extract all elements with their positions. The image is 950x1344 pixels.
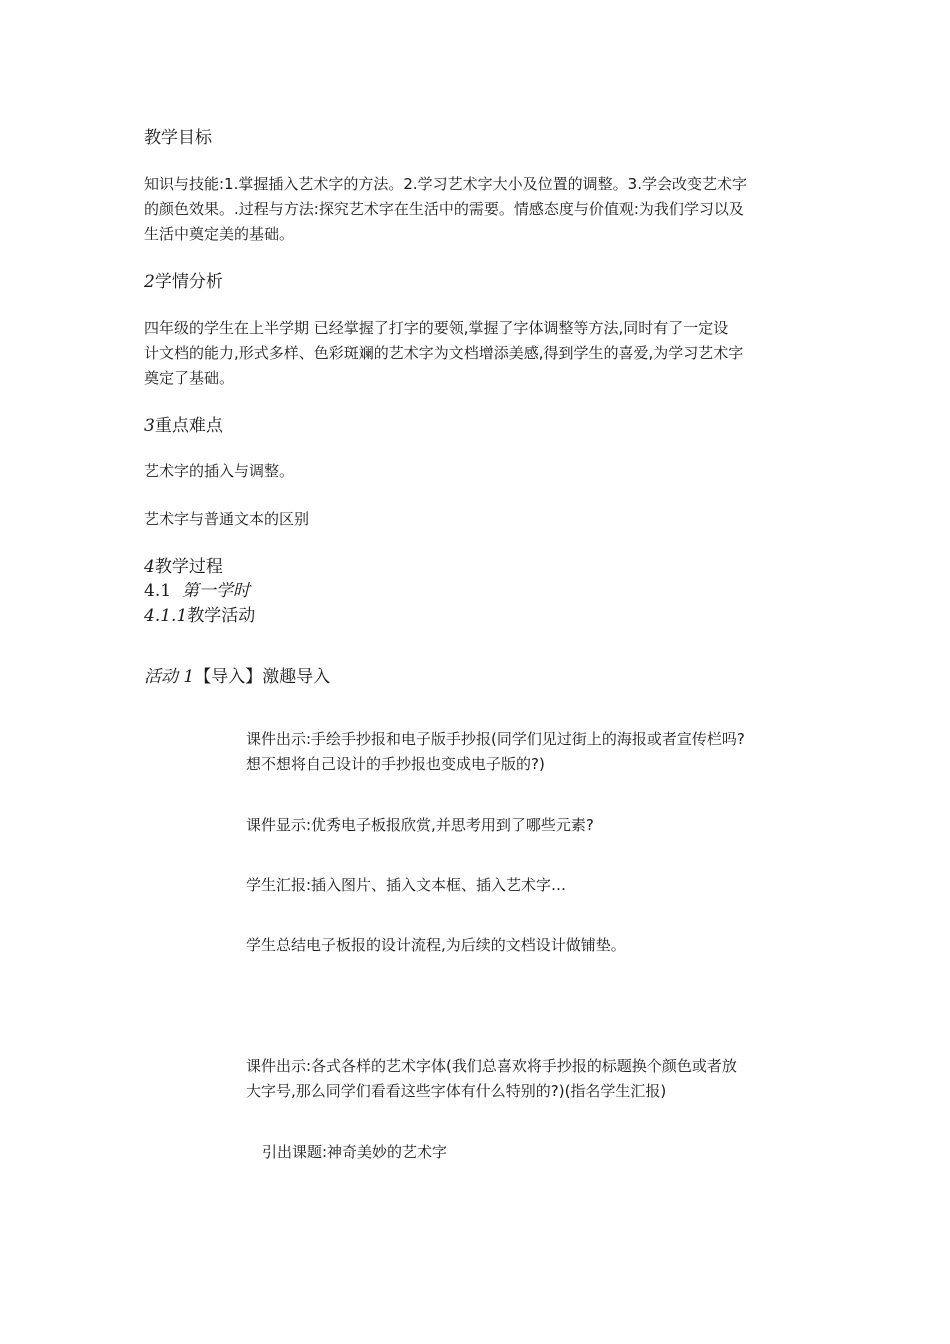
analysis-paragraph (144, 316, 743, 391)
paragraph-line: 课件出示:各式各样的艺术字体(我们总喜欢将手抄报的标题换个颜色或者放 (246, 1057, 737, 1075)
subsubsection-title-text: 教学活动 (187, 606, 256, 626)
subsubsection-title-activities (144, 605, 255, 627)
keypoint-1: 艺术字的插入与调整。 (144, 462, 295, 480)
paragraph-line: 四年级的学生在上半学期 已经掌握了打字的要领,掌握了字体调整等方法,同时有了一定设 (144, 319, 729, 337)
keypoint-2: 艺术字与普通文本的区别 (144, 510, 310, 528)
activity-item-6: 引出课题:神奇美妙的艺术字 (262, 1143, 448, 1161)
section-title-analysis (144, 271, 223, 293)
section-title-text: 学情分析 (154, 272, 223, 292)
paragraph-line: 奠定了基础。 (144, 369, 235, 387)
section-title-keypoints (144, 415, 223, 437)
section-number: 4 (144, 557, 155, 577)
goals-paragraph (144, 172, 747, 247)
subsection-title-lesson (144, 580, 250, 602)
activity-item-3: 学生汇报:插入图片、插入文本框、插入艺术字… (246, 876, 567, 894)
section-title-text: 重点难点 (154, 416, 223, 436)
activity-title-text: 【导入】激趣导入 (194, 667, 331, 687)
activity-label: 活动 1 (144, 667, 195, 687)
subsection-number: 4.1 (144, 581, 172, 601)
activity-item-4: 学生总结电子板报的设计流程,为后续的文档设计做铺垫。 (246, 936, 626, 954)
activity-item-5 (246, 1054, 737, 1104)
paragraph-line: 课件出示:手绘手抄报和电子版手抄报(同学们见过街上的海报或者宣传栏吗? (246, 730, 745, 748)
subsubsection-number: 4.1.1 (144, 606, 188, 626)
paragraph-line: 生活中奠定美的基础。 (144, 225, 295, 243)
subsection-title-text: 第一学时 (181, 581, 250, 601)
activity-item-1 (246, 727, 745, 777)
section-number: 3 (144, 416, 155, 436)
section-title-process (144, 556, 223, 578)
paragraph-line: 计文档的能力,形式多样、色彩斑斓的艺术字为文档增添美感,得到学生的喜爱,为学习艺术字 (144, 344, 744, 362)
paragraph-line: 大字号,那么同学们看看这些字体有什么特别的?)(指名学生汇报) (246, 1082, 667, 1100)
activity-item-2: 课件显示:优秀电子板报欣赏,并思考用到了哪些元素? (246, 816, 594, 834)
activity-title (144, 666, 330, 688)
section-title-goals (144, 127, 212, 149)
goals-title-text: 教学目标 (144, 128, 212, 148)
paragraph-line: 知识与技能:1.掌握插入艺术字的方法。2.学习艺术字大小及位置的调整。3.学会改变艺术字 (144, 175, 747, 193)
section-title-text: 教学过程 (154, 557, 223, 577)
paragraph-line: 的颜色效果。.过程与方法:探究艺术字在生活中的需要。情感态度与价值观:为我们学习以及 (144, 200, 744, 218)
paragraph-line: 想不想将自己设计的手抄报也变成电子版的?) (246, 755, 545, 773)
section-number: 2 (144, 272, 155, 292)
